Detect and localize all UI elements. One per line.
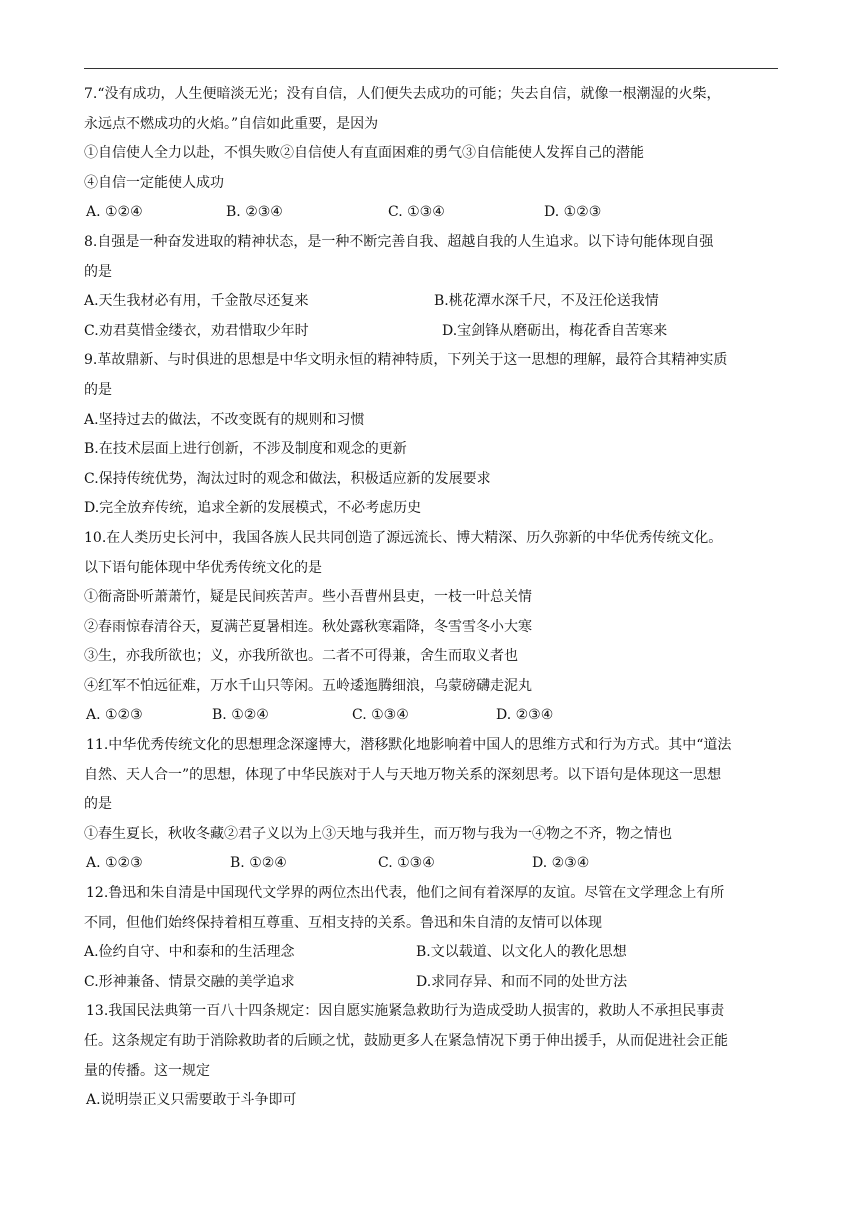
answer-options: [84, 198, 784, 228]
option-d: D.完全放弃传统，追求全新的发展模式，不必考虑历史: [84, 500, 422, 517]
option-c: C. ①③④: [378, 855, 435, 872]
option-d: D. ②③④: [532, 855, 590, 872]
question-10: [84, 524, 784, 731]
answer-options: [84, 968, 784, 998]
option-a: A.坚持过去的做法，不改变既有的规则和习惯: [84, 411, 365, 428]
answer-options: [84, 317, 784, 347]
option-a: A.天生我材必有用，千金散尽还复来: [84, 293, 309, 310]
option-b: B.桃花潭水深千尺，不及汪伦送我情: [434, 293, 659, 310]
question-stem: 不同，但他们始终保持着相互尊重、互相支持的关系。鲁迅和朱自清的友情可以体现: [84, 914, 602, 931]
option-a: A. ①②③: [86, 855, 143, 872]
option-c: C.劝君莫惜金缕衣，劝君惜取少年时: [84, 322, 309, 339]
option-d: D.宝剑锋从磨砺出，梅花香自苦寒来: [442, 322, 668, 339]
option-b: B.文以载道、以文化人的教化思想: [416, 944, 627, 961]
question-stem: 8.自强是一种奋发进取的精神状态，是一种不断完善自我、超越自我的人生追求。以下诗句能体现自强: [84, 233, 714, 250]
option-a: A.说明崇正义只需要敢于斗争即可: [86, 1092, 297, 1109]
statement-item: ④红军不怕远征难，万水千山只等闲。五岭逶迤腾细浪，乌蒙磅礴走泥丸: [84, 677, 532, 694]
option-c: C.形神兼备、情景交融的美学追求: [84, 973, 295, 990]
option-b: B. ①②④: [230, 855, 287, 872]
answer-options: [84, 701, 784, 731]
answer-options: [84, 849, 784, 879]
answer-options: [84, 938, 784, 968]
question-stem: 永远点不燃成功的火焰。”自信如此重要，是因为: [84, 115, 379, 132]
question-12: [84, 879, 784, 997]
question-stem: 以下语句能体现中华优秀传统文化的是: [84, 559, 322, 576]
question-stem: 9.革故鼎新、与时俱进的思想是中华文明永恒的精神特质，下列关于这一思想的理解，最符合其精神实质: [84, 352, 728, 369]
question-8: [84, 228, 784, 346]
question-9: [84, 346, 784, 524]
question-stem: 的是: [84, 796, 112, 813]
question-stem: 13.我国民法典第一百八十四条规定：因自愿实施紧急救助行为造成受助人损害的，救助人不承担民事责: [86, 1003, 725, 1020]
question-stem: 的是: [84, 381, 112, 398]
statement-items: ①春生夏长，秋收冬藏②君子义以为上③天地与我并生，而万物与我为一④物之不齐，物之情也: [84, 825, 672, 842]
question-stem: 的是: [84, 263, 112, 280]
question-stem: 7.“没有成功，人生便暗淡无光；没有自信，人们便失去成功的可能；失去自信，就像一根潮湿的火柴，: [84, 86, 721, 102]
header-rule: [84, 68, 778, 69]
statement-item: ②春雨惊春清谷天，夏满芒夏暑相连。秋处露秋寒霜降，冬雪雪冬小大寒: [84, 618, 532, 635]
exam-page: [84, 80, 784, 1116]
option-a: A. ①②③: [86, 707, 143, 724]
statement-items: ④自信一定能使人成功: [84, 174, 224, 191]
option-b: B. ①②④: [212, 707, 269, 724]
question-stem: 11.中华优秀传统文化的思想理念深邃博大，潜移默化地影响着中国人的思维方式和行为方式。其中“道法: [86, 737, 732, 754]
option-d: D. ②③④: [496, 707, 554, 724]
option-c: C.保持传统优势，淘汰过时的观念和做法，积极适应新的发展要求: [84, 470, 491, 487]
question-7: [84, 80, 784, 228]
question-stem: 自然、天人合一”的思想，体现了中华民族对于人与天地万物关系的深刻思考。以下语句是体现这一思想: [84, 766, 722, 783]
question-stem: 10.在人类历史长河中，我国各族人民共同创造了源远流长、博大精深、历久弥新的中华优秀传统文化。: [84, 529, 723, 546]
statement-items: ①自信使人全力以赴，不惧失败②自信使人有直面困难的勇气③自信能使人发挥自己的潜能: [84, 145, 644, 162]
question-13: [84, 997, 784, 1115]
question-stem: 12.鲁迅和朱自清是中国现代文学界的两位杰出代表，他们之间有着深厚的友谊。尽管在文学理念上有所: [86, 885, 725, 902]
question-11: [84, 731, 784, 879]
option-b: B.在技术层面上进行创新，不涉及制度和观念的更新: [84, 441, 407, 458]
option-a: A. ①②④: [86, 204, 143, 221]
question-stem: 任。这条规定有助于消除救助者的后顾之忧，鼓励更多人在紧急情况下勇于伸出援手，从而促进社会正能: [84, 1033, 728, 1049]
option-b: B. ②③④: [226, 204, 283, 221]
option-c: C. ①③④: [388, 204, 445, 221]
question-stem: 量的传播。这一规定: [84, 1062, 210, 1079]
answer-options: [84, 287, 784, 317]
statement-item: ①衙斋卧听萧萧竹，疑是民间疾苦声。些小吾曹州县吏，一枝一叶总关情: [84, 589, 532, 606]
option-d: D.求同存异、和而不同的处世方法: [416, 973, 628, 990]
option-d: D. ①②③: [544, 204, 602, 221]
option-a: A.俭约自守、中和泰和的生活理念: [84, 944, 295, 961]
option-c: C. ①③④: [352, 707, 409, 724]
statement-item: ③生，亦我所欲也；义，亦我所欲也。二者不可得兼，舍生而取义者也: [84, 648, 518, 665]
